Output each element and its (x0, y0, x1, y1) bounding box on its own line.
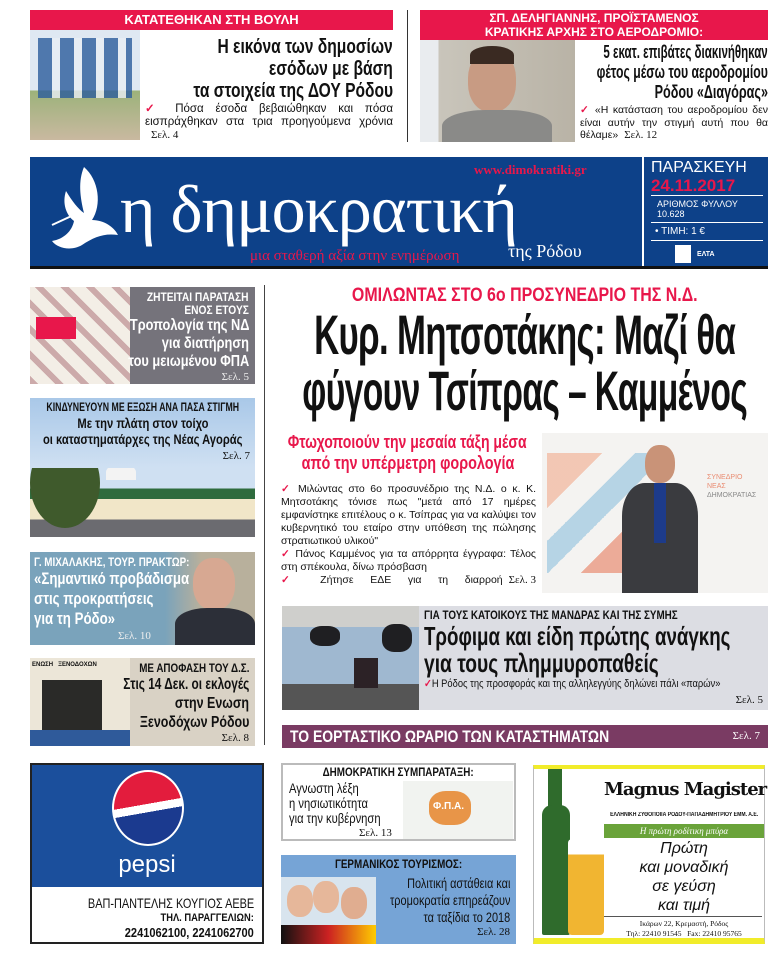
top-right-bullet: ✓ «Η κατάσταση του αεροδρομίου δεν είναι αυτήν την στιγμή αυτή που θα θέλαμε» Σελ. 12 (580, 104, 769, 141)
top-right-kicker (420, 10, 768, 40)
title-line: για τη Ρόδο» (34, 609, 116, 628)
pepsi-globe-icon (112, 770, 184, 846)
title-line: «Σημαντικό προβάδισμα (34, 569, 190, 588)
lead-bullet: ✓ Πάνος Καμμένος για τα απόρρητα έγγραφα: Τέλος στη σπέκουλα, δίνω πρόσβαση (281, 548, 536, 573)
title-line: για διατήρηση (161, 335, 249, 352)
kicker-line: ΕΝΟΣ ΕΤΟΥΣ (184, 303, 249, 317)
title-line: τα ταξίδια το 2018 (423, 909, 510, 925)
check-icon: ✓ (580, 104, 591, 116)
ad-company: ΒΑΠ-ΠΑΝΤΕΛΗΣ ΚΟΥΓΙΟΣ ΑΕΒΕ (87, 895, 254, 911)
title-line: Αγνωστη λέξη (289, 780, 359, 796)
page-ref: Σελ. 10 (118, 630, 151, 642)
title-line: Πολιτική αστάθεια και (406, 875, 510, 891)
page-ref: Σελ. 4 (151, 129, 179, 141)
side-story-hoteliers[interactable] (30, 658, 255, 746)
page-ref: Σελ. 13 (359, 827, 392, 839)
ad-slogan-line: και μοναδική (639, 859, 729, 876)
kicker-line: ΣΠ. ΔΕΛΗΓΙΑΝΝΗΣ, ΠΡΟΪΣΤΑΜΕΝΟΣ (489, 11, 699, 25)
column-divider (407, 10, 408, 142)
top-left-kicker: ΚΑΤΑΤΕΘΗΚΑΝ ΣΤΗ ΒΟΥΛΗ (30, 10, 393, 30)
divider (642, 157, 644, 266)
ad-tagline: Η πρώτη ροδίτικη μπύρα (604, 824, 764, 838)
title-line: Τροπολογία της ΝΔ (129, 317, 249, 334)
elta-logo: ΕΛΤΑ (697, 250, 715, 258)
lead-bullet: ✓ Μιλώντας στο 6ο προσυνέδριο της Ν.Δ. ο κ. Κ. Μητσοτάκης τόνισε πως "μετά από 17 ημέρες εμφανίστηκε επιτέλους ο κ. Τσίπρας για να καλύψει τον κυβερνητικό του εταίρο στην υπόθεση της πώλησης στρατιωτικού υλικού" (281, 483, 536, 547)
german-tourism-story[interactable] (281, 855, 516, 944)
lead-headline-line: Κυρ. Μητσοτάκης: Μαζί θα (314, 303, 736, 366)
lead-subhead-line: Φτωχοποιούν την μεσαία τάξη μέσα (288, 432, 527, 452)
issue-date: 24.11.2017 (651, 177, 763, 196)
issue-day: ΠΑΡΑΣΚΕΥΗ (651, 159, 747, 176)
vat-island-story[interactable] (281, 763, 516, 841)
lead-bullet: ✓ Ζήτησε ΕΔΕ για τη διαρροή Σελ. 3 (281, 574, 536, 586)
german-fans-photo (281, 877, 376, 944)
check-icon: ✓ (281, 483, 293, 495)
sign-text: ΕΝΩΣΗ (32, 662, 54, 668)
issue-info (651, 159, 763, 263)
kicker-line: ΖΗΤΕΙΤΑΙ ΠΑΡΑΤΑΣΗ (147, 290, 249, 304)
title-line: Τρόφιμα και είδη πρώτης ανάγκης (424, 621, 731, 651)
masthead-slogan: μια σταθερή αξία στην ενημέρωση (250, 248, 460, 264)
title-line: η νησιωτικότητα (289, 795, 368, 811)
title-line: Στις 14 Δεκ. οι εκλογές (122, 676, 249, 693)
check-icon: ✓ (281, 548, 292, 560)
title-line: για την κυβέρνηση (289, 810, 381, 826)
masthead (30, 157, 768, 269)
issue-number: 10.628 (651, 209, 763, 223)
banner-text: ΤΟ ΕΟΡΤΑΣΤΙΚΟ ΩΡΑΡΙΟ ΤΩΝ ΚΑΤΑΣΤΗΜΑΤΩΝ (290, 727, 610, 746)
page-ref: Σελ. 5 (221, 371, 249, 383)
title-line: Με την πλάτη στον τοίχο (76, 415, 209, 431)
page-ref: Σελ. 7 (222, 450, 250, 462)
photo-caption-line: ΣΥΝΕΔΡΙΟ (707, 474, 743, 481)
side-story-tourism[interactable] (30, 552, 255, 645)
mitsotakis-photo (542, 433, 768, 593)
lead-subhead-line: από την υπέρμετρη φορολογία (301, 453, 514, 473)
beer-bottle-and-glass-photo (542, 769, 604, 935)
supplies-truck-photo (282, 606, 419, 710)
page-ref: Σελ. 28 (477, 926, 510, 938)
title-line: για τους πλημμυροπαθείς (424, 648, 659, 678)
holiday-hours-banner[interactable] (282, 725, 768, 748)
ad-phones: Τηλ: 22410 91545 Fax: 22410 95765 (626, 929, 742, 938)
side-story-market[interactable] (30, 398, 255, 537)
kicker-line: ΔΗΜΟΚΡΑΤΙΚΗ ΣΥΜΠΑΡΑΤΑΞΗ: (322, 765, 475, 779)
dove-logo-icon (44, 165, 122, 255)
ad-slogan-line: σε γεύση (652, 878, 716, 895)
photo-caption-line: ΝΕΑΣ (707, 483, 726, 490)
ad-slogan-line: και τιμή (657, 897, 711, 914)
kicker-line: ΓΙΑ ΤΟΥΣ ΚΑΤΟΙΚΟΥΣ ΤΗΣ ΜΑΝΔΡΑΣ ΚΑΙ ΤΗΣ ΣΥΜΗΣ (424, 608, 678, 622)
ad-address: Ικάρων 22, Κρεμαστή, Ρόδος (639, 919, 729, 928)
postal-stamp-icon (675, 245, 691, 263)
delegiannis-photo (420, 40, 575, 142)
page-ref: Σελ. 3 (508, 574, 536, 586)
flood-story[interactable] (282, 606, 768, 710)
top-left-story[interactable] (145, 36, 393, 102)
price: • ΤΙΜΗ: 1 € (651, 223, 763, 241)
top-left-title-line: Η εικόνα των δημοσίων (217, 36, 393, 58)
website-link[interactable]: www.dimokratiki.gr (474, 162, 587, 177)
kicker-line: ΜΕ ΑΠΟΦΑΣΗ ΤΟΥ Δ.Σ. (138, 661, 249, 675)
tax-office-photo (30, 30, 140, 140)
sign-text: ΞΕΝΟΔΟΧΩΝ (58, 662, 97, 668)
top-left-bullet: ✓ Πόσα έσοδα βεβαιώθηκαν και πόσα εισπράχθηκαν στα τρια προηγούμενα χρόνιαΣελ. 4 (145, 103, 393, 141)
title-line: στις προκρατήσεις (34, 589, 154, 608)
page-ref: Σελ. 5 (735, 694, 763, 706)
lead-headline-line: φύγουν Τσίπρας – Καμμένος (302, 359, 748, 422)
hoteliers-office-photo (30, 658, 130, 746)
top-right-story[interactable] (578, 42, 768, 102)
magnus-magister-ad[interactable] (533, 765, 765, 944)
pepsi-ad[interactable] (30, 763, 264, 944)
lead-story[interactable] (280, 285, 770, 422)
title-line: στην Ενωση (174, 695, 249, 712)
ad-phones: 2241062100, 2241062700 (124, 925, 254, 940)
masthead-subtitle: της Ρόδου (508, 241, 582, 261)
top-right-title-line: 5 εκατ. επιβάτες διακινήθηκαν (603, 42, 768, 62)
page-ref: Σελ. 8 (221, 732, 249, 744)
page-ref: Σελ. 12 (624, 129, 658, 141)
column-divider (264, 285, 265, 745)
lead-subhead (280, 432, 535, 474)
flood-bullet: ✓Η Ρόδος της προσφοράς και της αλληλεγγύης δηλώνει πάλι «παρών» (424, 678, 721, 690)
page-ref: Σελ. 7 (732, 730, 760, 742)
divider (604, 916, 762, 917)
title-line: Ξενοδόχων Ρόδου (139, 714, 249, 731)
kicker-line: ΓΕΡΜΑΝΙΚΟΣ ΤΟΥΡΙΣΜΟΣ: (334, 857, 463, 871)
pepsi-logo-text: pepsi (118, 851, 176, 878)
check-icon: ✓ (424, 678, 432, 690)
ad-phone-label: ΤΗΛ. ΠΑΡΑΓΓΕΛΙΩΝ: (160, 912, 254, 924)
check-icon: ✓ (281, 574, 304, 586)
vat-badge: Φ.Π.Α. (433, 801, 464, 812)
kicker-line: ΚΙΝΔΥΝΕΥΟΥΝ ΜΕ ΕΞΩΣΗ ΑΝΑ ΠΑΣΑ ΣΤΙΓΜΗ (46, 402, 239, 414)
title-line: οι καταστηματάρχες της Νέας Αγοράς (42, 431, 243, 447)
title-line: του μειωμένου ΦΠΑ (128, 353, 249, 370)
ad-company: ΕΛΛΗΝΙΚΗ ΖΥΘΟΠΟΙΙΑ ΡΟΔΟΥ-ΠΑΠΑΔΗΜΗΤΡΙΟΥ ΕΜΜ. Α.Ε. (609, 812, 759, 818)
photo-caption-line: ΔΗΜΟΚΡΑΤΙΑΣ (707, 492, 757, 499)
side-story-vat[interactable] (30, 287, 255, 384)
lead-kicker: ΟΜΙΛΩΝΤΑΣ ΣΤΟ 6ο ΠΡΟΣΥΝΕΔΡΙΟ ΤΗΣ Ν.Δ. (352, 285, 698, 306)
check-icon: ✓ (145, 103, 164, 115)
kicker-line: Γ. ΜΙΧΑΛΑΚΗΣ, ΤΟΥΡ. ΠΡΑΚΤΩΡ: (34, 555, 190, 569)
issue-number-label: ΑΡΙΘΜΟΣ ΦΥΛΛΟΥ (657, 199, 738, 209)
top-left-title-line: εσόδων με βάση (269, 58, 393, 80)
title-line: τρομοκρατία επηρεάζουν (389, 892, 510, 908)
top-left-title-line: τα στοιχεία της ΔΟΥ Ρόδου (193, 80, 393, 102)
lead-bullets (281, 483, 536, 587)
new-market-photo (30, 468, 255, 537)
top-right-title-line: Ρόδου «Διαγόρας» (654, 82, 768, 102)
masthead-title: η δημοκρατική (120, 171, 517, 247)
magnus-logo-text: Magnus Magister (604, 779, 767, 800)
islands-map-fist-illustration (403, 781, 513, 839)
kicker-line: ΚΡΑΤΙΚΗΣ ΑΡΧΗΣ ΣΤΟ ΑΕΡΟΔΡΟΜΙΟ: (484, 25, 704, 39)
top-right-title-line: φέτος μέσω του αεροδρομίου (596, 62, 768, 82)
ad-slogan-line: Πρώτη (660, 840, 708, 857)
